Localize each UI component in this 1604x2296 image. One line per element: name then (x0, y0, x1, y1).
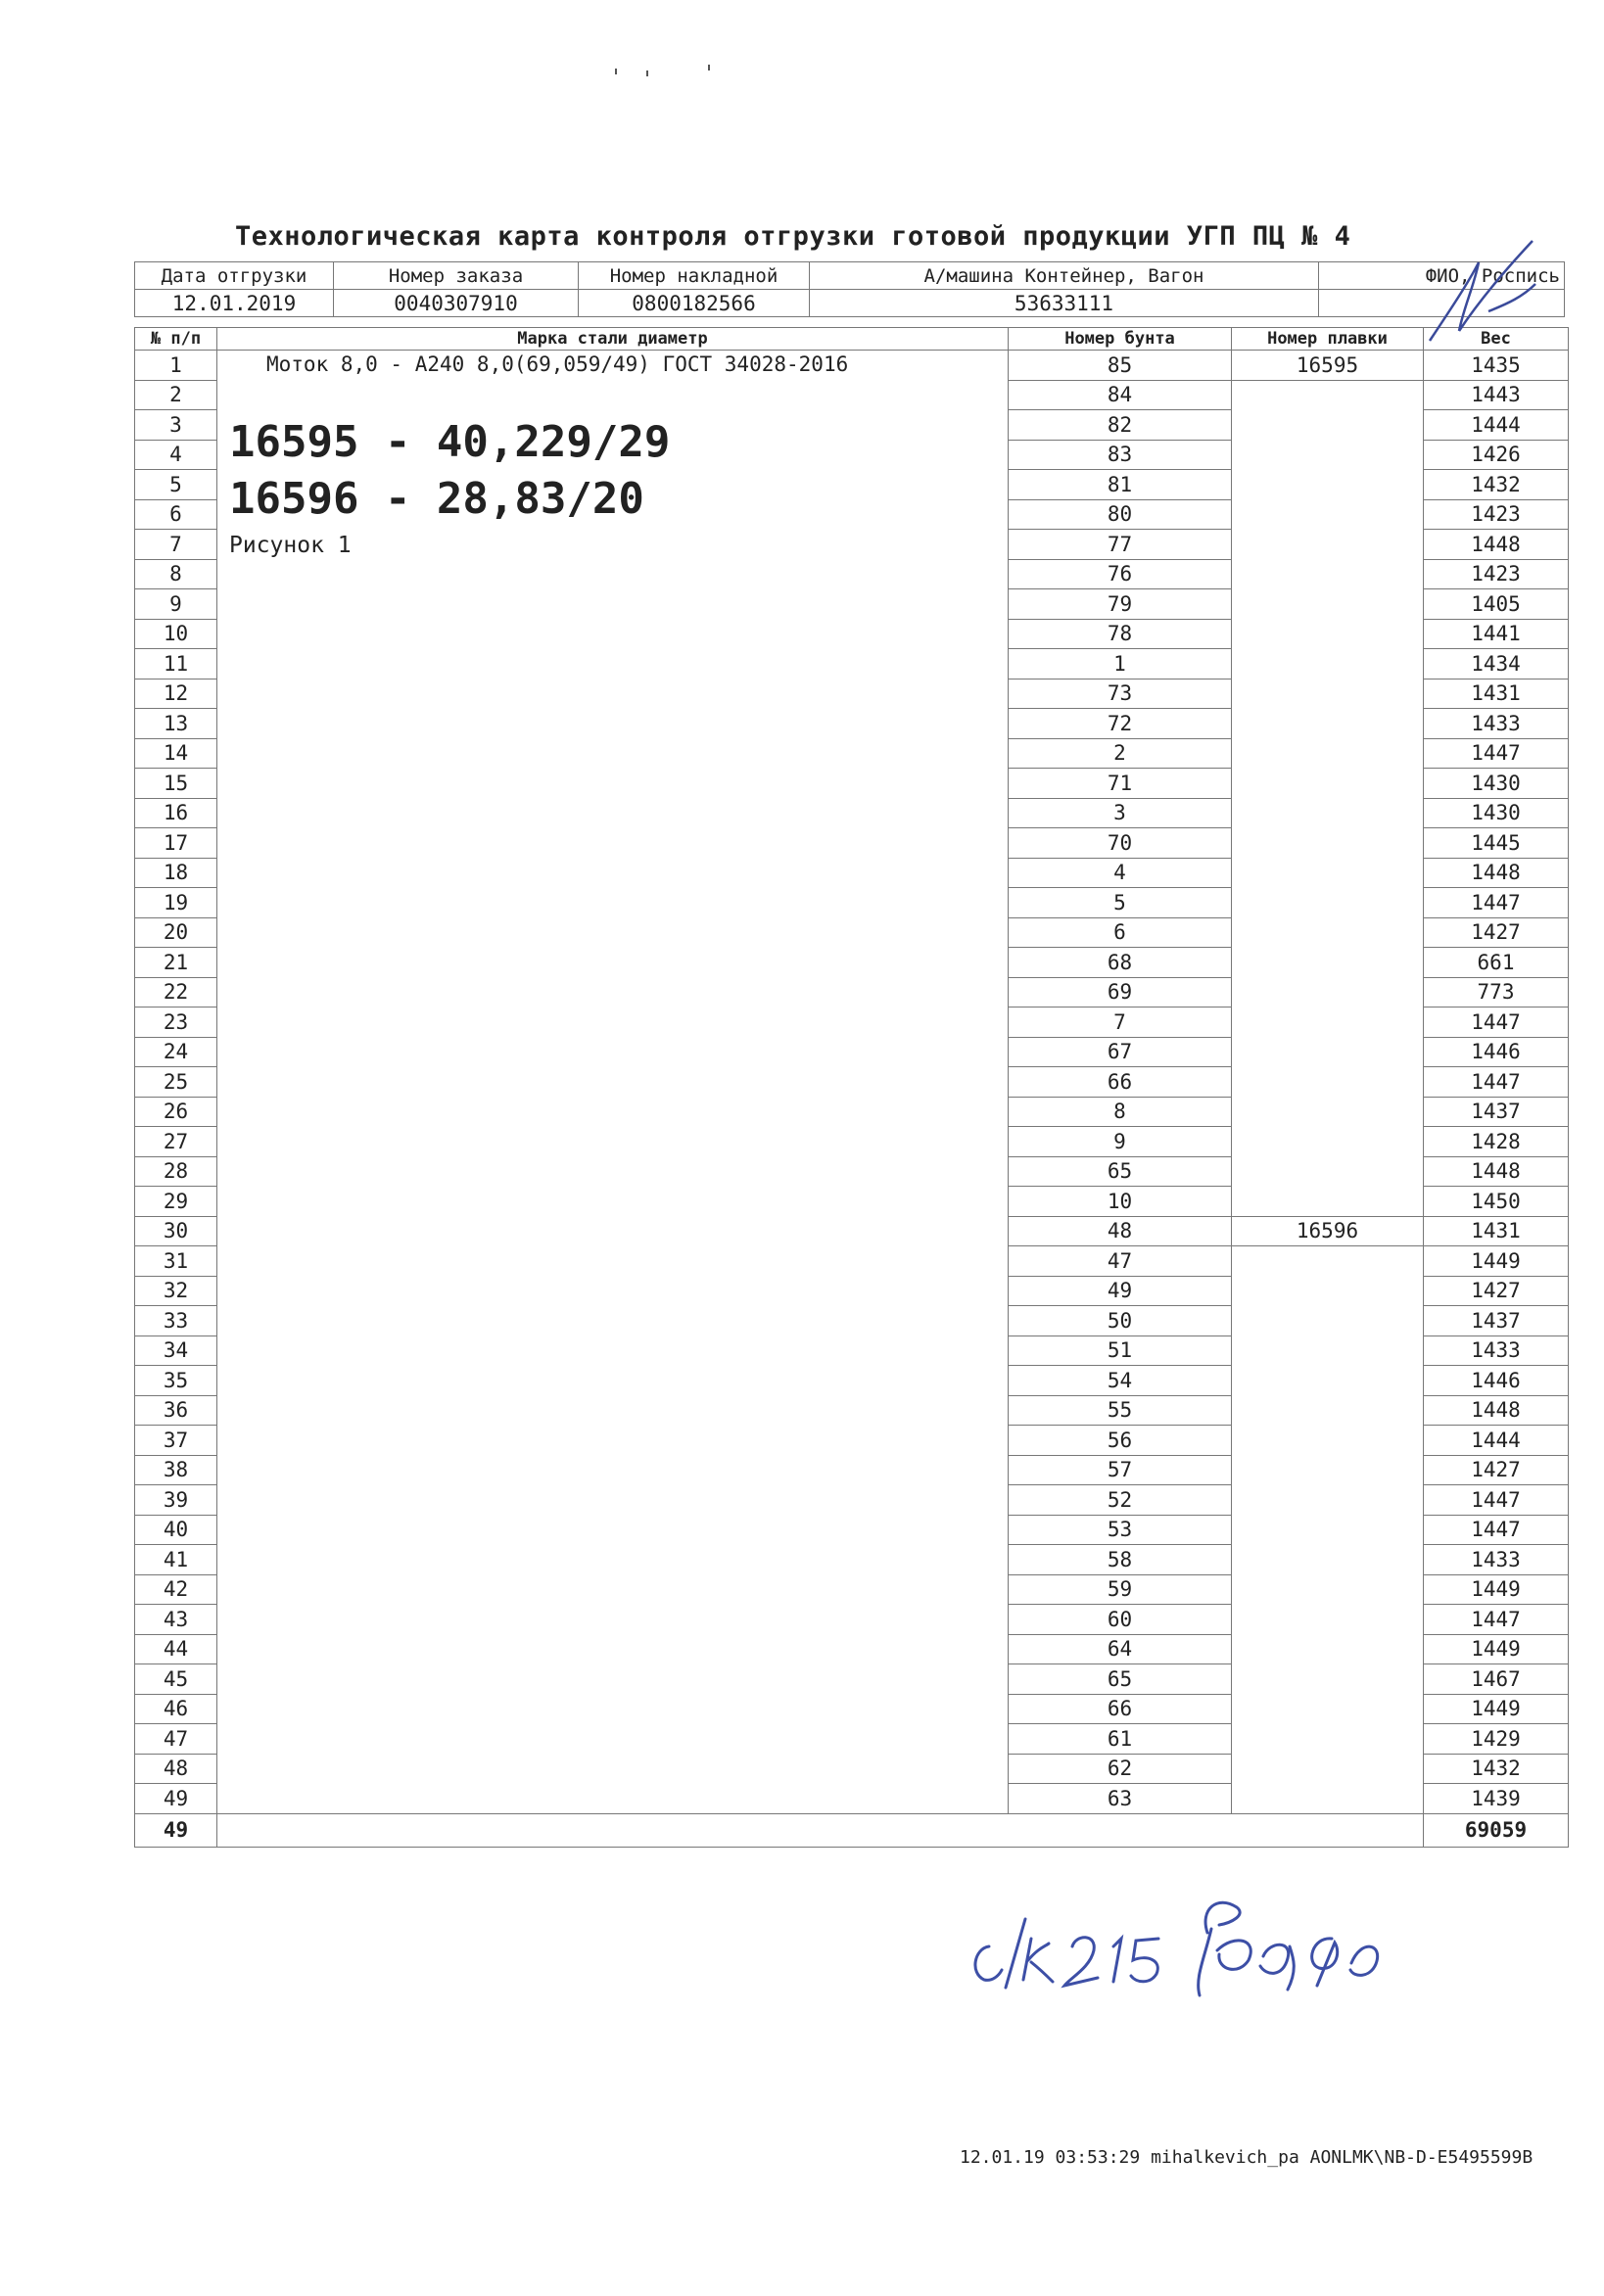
heat-number (1232, 1574, 1424, 1605)
order-number: 0040307910 (334, 290, 579, 317)
heat-number (1232, 1007, 1424, 1038)
column-header-bunch: Номер бунта (1009, 328, 1232, 351)
row-number: 29 (135, 1187, 217, 1217)
row-number: 7 (135, 530, 217, 560)
weight-value: 1434 (1424, 649, 1569, 679)
scan-speck (646, 70, 648, 76)
bunch-number: 79 (1009, 589, 1232, 620)
heat-number (1232, 798, 1424, 828)
wagon-number: 53633111 (810, 290, 1319, 317)
heat-number (1232, 1634, 1424, 1664)
weight-value: 1428 (1424, 1127, 1569, 1157)
bunch-number: 60 (1009, 1605, 1232, 1635)
weight-value: 1437 (1424, 1097, 1569, 1127)
shipment-date: 12.01.2019 (135, 290, 334, 317)
heat-number (1232, 440, 1424, 470)
row-number: 49 (135, 1784, 217, 1814)
header-label-order: Номер заказа (334, 262, 579, 290)
heat-number (1232, 769, 1424, 799)
bunch-number: 66 (1009, 1067, 1232, 1098)
weight-value: 1430 (1424, 769, 1569, 799)
heat-number (1232, 977, 1424, 1007)
weight-value: 1433 (1424, 1335, 1569, 1366)
weight-value: 1447 (1424, 1605, 1569, 1635)
bunch-number: 7 (1009, 1007, 1232, 1038)
shipment-header-table (134, 261, 1565, 317)
heat-number (1232, 1156, 1424, 1187)
heat-number (1232, 559, 1424, 589)
bunch-number: 56 (1009, 1426, 1232, 1456)
total-weight: 69059 (1424, 1813, 1569, 1847)
bunch-number: 80 (1009, 499, 1232, 530)
weight-value: 1447 (1424, 1485, 1569, 1516)
signature-scribble (1420, 233, 1547, 351)
heat-number: 16596 (1232, 1216, 1424, 1246)
bunch-number: 73 (1009, 679, 1232, 709)
weight-value: 773 (1424, 977, 1569, 1007)
weight-value: 1447 (1424, 738, 1569, 769)
row-number: 48 (135, 1754, 217, 1784)
heat-number (1232, 470, 1424, 500)
heat-summary-2: 16596 - 28,83/20 (229, 474, 644, 524)
row-number: 40 (135, 1515, 217, 1545)
bunch-number: 59 (1009, 1574, 1232, 1605)
heat-number (1232, 380, 1424, 410)
row-number: 8 (135, 559, 217, 589)
heat-number (1232, 1426, 1424, 1456)
weight-value: 1432 (1424, 1754, 1569, 1784)
bunch-number: 67 (1009, 1037, 1232, 1067)
bunch-number: 58 (1009, 1545, 1232, 1575)
bunch-number: 71 (1009, 769, 1232, 799)
heat-number (1232, 1515, 1424, 1545)
handwritten-note (955, 1880, 1395, 2002)
bunch-number: 9 (1009, 1127, 1232, 1157)
row-number: 28 (135, 1156, 217, 1187)
weight-value: 1429 (1424, 1724, 1569, 1755)
weight-value: 1449 (1424, 1574, 1569, 1605)
weight-value: 1435 (1424, 351, 1569, 381)
bunch-number: 85 (1009, 351, 1232, 381)
heat-number (1232, 1485, 1424, 1516)
row-number: 35 (135, 1366, 217, 1396)
weight-value: 1441 (1424, 619, 1569, 649)
bunch-number: 53 (1009, 1515, 1232, 1545)
document-title: Технологическая карта контроля отгрузки готовой продукции УГП ПЦ № 4 (235, 221, 1351, 252)
heat-number (1232, 858, 1424, 888)
bunch-number: 65 (1009, 1156, 1232, 1187)
heat-number (1232, 1784, 1424, 1814)
bunch-number: 54 (1009, 1366, 1232, 1396)
weight-value: 1433 (1424, 709, 1569, 739)
row-number: 43 (135, 1605, 217, 1635)
bunch-number: 8 (1009, 1097, 1232, 1127)
bunch-number: 47 (1009, 1246, 1232, 1277)
row-number: 11 (135, 649, 217, 679)
weight-value: 1439 (1424, 1784, 1569, 1814)
heat-number (1232, 1754, 1424, 1784)
row-number: 39 (135, 1485, 217, 1516)
row-number: 31 (135, 1246, 217, 1277)
weight-value: 1444 (1424, 410, 1569, 441)
bunch-number: 49 (1009, 1276, 1232, 1306)
row-number: 23 (135, 1007, 217, 1038)
row-number: 34 (135, 1335, 217, 1366)
row-number: 1 (135, 351, 217, 381)
heat-number (1232, 709, 1424, 739)
table-row (135, 351, 1569, 381)
weight-value: 1449 (1424, 1246, 1569, 1277)
weight-value: 661 (1424, 948, 1569, 978)
row-number: 14 (135, 738, 217, 769)
heat-number (1232, 1097, 1424, 1127)
weight-value: 1444 (1424, 1426, 1569, 1456)
bunch-number: 66 (1009, 1694, 1232, 1724)
weight-value: 1426 (1424, 440, 1569, 470)
weight-value: 1447 (1424, 888, 1569, 918)
heat-number (1232, 1127, 1424, 1157)
row-number: 45 (135, 1664, 217, 1695)
weight-value: 1448 (1424, 1395, 1569, 1426)
bunch-number: 64 (1009, 1634, 1232, 1664)
totals-row (135, 1813, 1569, 1847)
weight-value: 1432 (1424, 470, 1569, 500)
weight-value: 1448 (1424, 1156, 1569, 1187)
heat-number (1232, 619, 1424, 649)
weight-value: 1448 (1424, 530, 1569, 560)
row-number: 19 (135, 888, 217, 918)
heat-number (1232, 1694, 1424, 1724)
weight-value: 1433 (1424, 1545, 1569, 1575)
row-number: 2 (135, 380, 217, 410)
bunch-number: 5 (1009, 888, 1232, 918)
bunch-number: 3 (1009, 798, 1232, 828)
column-header-weight: Вес (1424, 328, 1569, 351)
weight-value: 1423 (1424, 499, 1569, 530)
row-number: 4 (135, 440, 217, 470)
weight-value: 1437 (1424, 1306, 1569, 1336)
heat-number (1232, 649, 1424, 679)
row-number: 10 (135, 619, 217, 649)
bunch-number: 50 (1009, 1306, 1232, 1336)
row-number: 5 (135, 470, 217, 500)
bunches-table-body (135, 328, 1569, 1848)
weight-value: 1450 (1424, 1187, 1569, 1217)
header-label-vehicle: А/машина Контейнер, Вагон (810, 262, 1319, 290)
total-count: 49 (135, 1813, 217, 1847)
row-number: 47 (135, 1724, 217, 1755)
heat-number (1232, 679, 1424, 709)
bunch-number: 62 (1009, 1754, 1232, 1784)
totals-spacer (217, 1813, 1424, 1847)
column-header-heat: Номер плавки (1232, 328, 1424, 351)
weight-value: 1447 (1424, 1515, 1569, 1545)
bunch-number: 70 (1009, 828, 1232, 859)
bunch-number: 65 (1009, 1664, 1232, 1695)
weight-value: 1431 (1424, 679, 1569, 709)
row-number: 18 (135, 858, 217, 888)
row-number: 46 (135, 1694, 217, 1724)
row-number: 27 (135, 1127, 217, 1157)
row-number: 16 (135, 798, 217, 828)
row-number: 22 (135, 977, 217, 1007)
heat-number (1232, 917, 1424, 948)
weight-value: 1447 (1424, 1067, 1569, 1098)
bunch-number: 48 (1009, 1216, 1232, 1246)
column-header-grade: Марка стали диаметр (217, 328, 1009, 351)
weight-value: 1449 (1424, 1634, 1569, 1664)
bunch-number: 83 (1009, 440, 1232, 470)
heat-number (1232, 1455, 1424, 1485)
row-number: 26 (135, 1097, 217, 1127)
row-number: 15 (135, 769, 217, 799)
bunch-number: 6 (1009, 917, 1232, 948)
heat-number (1232, 530, 1424, 560)
row-number: 20 (135, 917, 217, 948)
bunch-number: 57 (1009, 1455, 1232, 1485)
bunches-table (134, 327, 1569, 1848)
figure-label: Рисунок 1 (229, 533, 352, 558)
heat-number (1232, 1395, 1424, 1426)
bunch-number: 76 (1009, 559, 1232, 589)
row-number: 42 (135, 1574, 217, 1605)
weight-value: 1430 (1424, 798, 1569, 828)
header-label-date: Дата отгрузки (135, 262, 334, 290)
bunch-number: 2 (1009, 738, 1232, 769)
heat-number (1232, 1545, 1424, 1575)
heat-number (1232, 499, 1424, 530)
scan-speck (615, 69, 617, 74)
print-footer: 12.01.19 03:53:29 mihalkevich_pa AONLMK\NB-D-E5495599B (960, 2147, 1533, 2168)
heat-number (1232, 1664, 1424, 1695)
heat-summary-1: 16595 - 40,229/29 (229, 417, 671, 467)
heat-number (1232, 1187, 1424, 1217)
weight-value: 1467 (1424, 1664, 1569, 1695)
row-number: 3 (135, 410, 217, 441)
bunch-number: 10 (1009, 1187, 1232, 1217)
product-description: Моток 8,0 - А240 8,0(69,059/49) ГОСТ 34028-2016 (266, 352, 849, 376)
weight-value: 1427 (1424, 1276, 1569, 1306)
heat-number (1232, 1335, 1424, 1366)
heat-number (1232, 1306, 1424, 1336)
weight-value: 1431 (1424, 1216, 1569, 1246)
row-number: 13 (135, 709, 217, 739)
weight-value: 1423 (1424, 559, 1569, 589)
row-number: 44 (135, 1634, 217, 1664)
row-number: 25 (135, 1067, 217, 1098)
heat-number (1232, 828, 1424, 859)
scan-speck (708, 65, 710, 70)
bunch-number: 51 (1009, 1335, 1232, 1366)
bunch-number: 52 (1009, 1485, 1232, 1516)
bunch-number: 4 (1009, 858, 1232, 888)
row-number: 32 (135, 1276, 217, 1306)
bunch-number: 68 (1009, 948, 1232, 978)
weight-value: 1405 (1424, 589, 1569, 620)
bunch-number: 55 (1009, 1395, 1232, 1426)
bunch-number: 82 (1009, 410, 1232, 441)
header-label-invoice: Номер накладной (579, 262, 810, 290)
row-number: 38 (135, 1455, 217, 1485)
heat-number (1232, 1276, 1424, 1306)
heat-number (1232, 589, 1424, 620)
bunch-number: 81 (1009, 470, 1232, 500)
bunch-number: 69 (1009, 977, 1232, 1007)
weight-value: 1446 (1424, 1366, 1569, 1396)
row-number: 36 (135, 1395, 217, 1426)
heat-number (1232, 888, 1424, 918)
heat-number (1232, 1246, 1424, 1277)
row-number: 17 (135, 828, 217, 859)
heat-number (1232, 410, 1424, 441)
weight-value: 1447 (1424, 1007, 1569, 1038)
weight-value: 1427 (1424, 1455, 1569, 1485)
bunch-number: 84 (1009, 380, 1232, 410)
header-label-signature: ФИО, Роспись (1319, 262, 1565, 290)
weight-value: 1443 (1424, 380, 1569, 410)
bunch-number: 1 (1009, 649, 1232, 679)
heat-number (1232, 1037, 1424, 1067)
weight-value: 1446 (1424, 1037, 1569, 1067)
heat-number (1232, 948, 1424, 978)
heat-number (1232, 1605, 1424, 1635)
weight-value: 1427 (1424, 917, 1569, 948)
weight-value: 1445 (1424, 828, 1569, 859)
row-number: 21 (135, 948, 217, 978)
row-number: 12 (135, 679, 217, 709)
row-number: 41 (135, 1545, 217, 1575)
heat-number (1232, 1067, 1424, 1098)
heat-number (1232, 1724, 1424, 1755)
row-number: 9 (135, 589, 217, 620)
invoice-number: 0800182566 (579, 290, 810, 317)
row-number: 6 (135, 499, 217, 530)
column-header-number: № п/п (135, 328, 217, 351)
weight-value: 1448 (1424, 858, 1569, 888)
weight-value: 1449 (1424, 1694, 1569, 1724)
bunch-number: 78 (1009, 619, 1232, 649)
bunch-number: 77 (1009, 530, 1232, 560)
row-number: 33 (135, 1306, 217, 1336)
heat-number (1232, 1366, 1424, 1396)
bunch-number: 63 (1009, 1784, 1232, 1814)
bunch-number: 61 (1009, 1724, 1232, 1755)
heat-number (1232, 738, 1424, 769)
heat-number: 16595 (1232, 351, 1424, 381)
bunch-number: 72 (1009, 709, 1232, 739)
row-number: 24 (135, 1037, 217, 1067)
row-number: 30 (135, 1216, 217, 1246)
row-number: 37 (135, 1426, 217, 1456)
description-cell (217, 351, 1009, 1814)
